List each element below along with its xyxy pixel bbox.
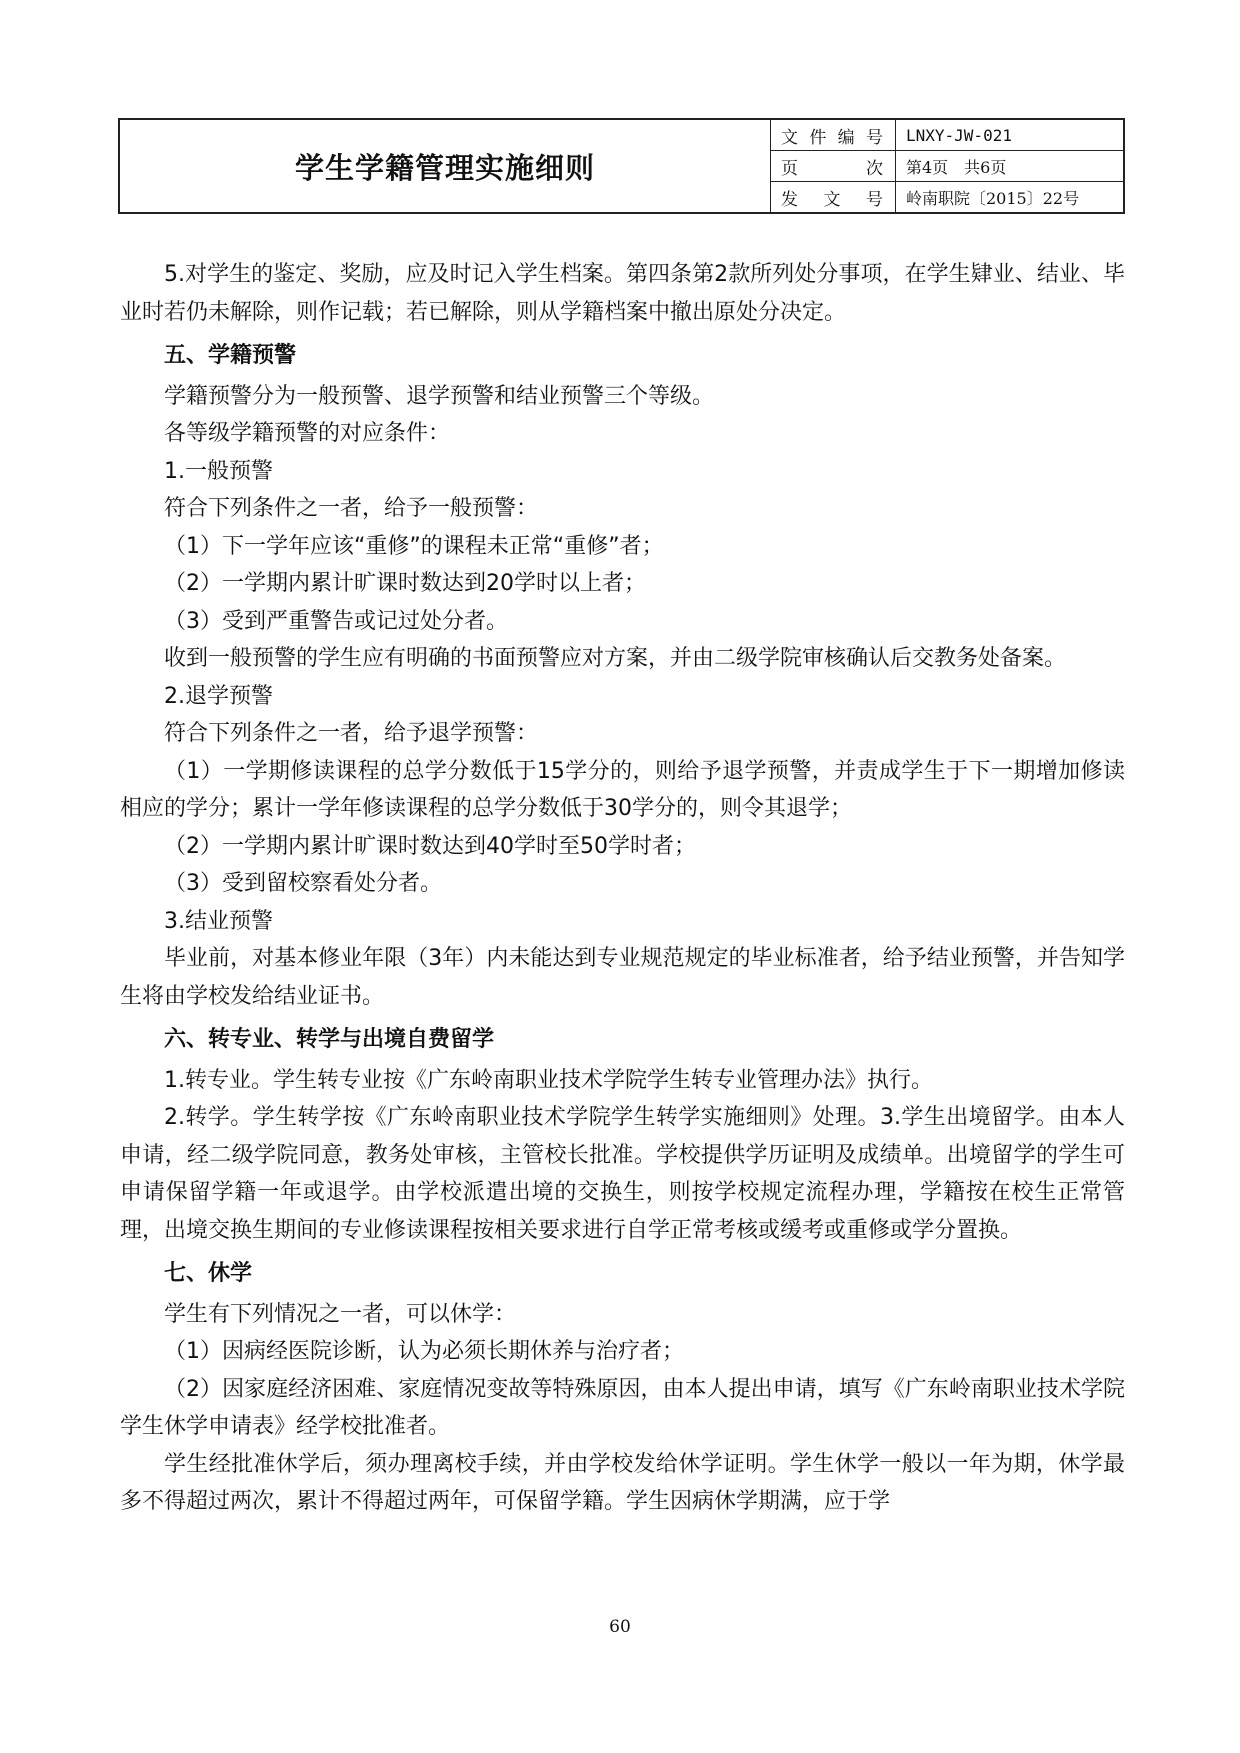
paragraph: 1.一般预警 (164, 458, 273, 484)
paragraph: 符合下列条件之一者，给予退学预警： (164, 721, 539, 746)
paragraph: 学生有下列情况之一者，可以休学： (164, 1301, 517, 1327)
meta-row-file-number (771, 120, 1123, 151)
meta-label-doc-number: 发 文 号 (771, 182, 896, 212)
document-title: 学生学籍管理实施细则 (120, 120, 771, 212)
paragraph: 各等级学籍预警的对应条件： (164, 421, 451, 446)
paragraph: （2）一学期内累计旷课时数达到40学时至50学时者； (164, 833, 696, 859)
page-number: 60 (609, 1617, 631, 1637)
paragraph: 收到一般预警的学生应有明确的书面预警应对方案，并由二级学院审核确认后交教务处备案。 (164, 646, 1067, 671)
meta-row-doc-number (771, 182, 1123, 212)
meta-row-page (771, 151, 1123, 182)
document-body (120, 256, 1125, 1521)
paragraph: （3）受到留校察看处分者。 (164, 871, 442, 896)
section-heading: 七、休学 (164, 1261, 253, 1286)
document-header-table (118, 118, 1125, 214)
meta-value-file-number: LNXY-JW-021 (906, 125, 1012, 145)
paragraph: （2）因家庭经济困难、家庭情况变故等特殊原因，由本人提出申请，填写《广东岭南职业技术学院学生休学申请表》经学校批准者。 (120, 1376, 1125, 1439)
paragraph: 毕业前，对基本修业年限（3年）内未能达到专业规范规定的毕业标准者，给予结业预警，并告知学生将由学校发给结业证书。 (120, 946, 1125, 1009)
paragraph: 2.转学。学生转学按《广东岭南职业技术学院学生转学实施细则》处理。3.学生出境留学。由本人申请，经二级学院同意，教务处审核，主管校长批准。学校提供学历证明及成绩单。出境留学的学生可申请保留学籍一年或退学。由学校派遣出境的交换生，则按学校规定流程办理，学籍按在校生正常管理，出境交换生期间的专业修读课程按相关要求进行自学正常考核或缓考或重修或学分置换。 (120, 1105, 1125, 1243)
paragraph: 符合下列条件之一者，给予一般预警： (164, 496, 539, 521)
paragraph: （1）一学期修读课程的总学分数低于15学分的，则给予退学预警，并责成学生于下一期增加修读相应的学分；累计一学年修读课程的总学分数低于30学分的，则令其退学； (120, 758, 1125, 821)
section-heading: 五、学籍预警 (164, 343, 297, 368)
meta-label-page: 页 次 (771, 151, 896, 181)
meta-value-page: 第4页 共6页 (906, 157, 1007, 177)
meta-label-file-number: 文 件 编 号 (771, 120, 896, 150)
document-meta (771, 120, 1123, 212)
paragraph: 学生经批准休学后，须办理离校手续，并由学校发给休学证明。学生休学一般以一年为期，休学最多不得超过两次，累计不得超过两年，可保留学籍。学生因病休学期满，应于学 (120, 1451, 1125, 1514)
paragraph: 3.结业预警 (164, 908, 273, 934)
paragraph: 学籍预警分为一般预警、退学预警和结业预警三个等级。 (164, 383, 715, 409)
meta-value-doc-number: 岭南职院〔2015〕22号 (906, 188, 1080, 208)
paragraph: （2）一学期内累计旷课时数达到20学时以上者； (164, 571, 646, 596)
paragraph: 1.转专业。学生转专业按《广东岭南职业技术学院学生转专业管理办法》执行。 (164, 1067, 933, 1093)
paragraph: （1）因病经医院诊断，认为必须长期休养与治疗者； (164, 1339, 684, 1364)
paragraph: （3）受到严重警告或记过处分者。 (164, 608, 508, 634)
paragraph: （1）下一学年应该“重修”的课程未正常“重修”者； (164, 533, 664, 559)
section-heading: 六、转专业、转学与出境自费留学 (164, 1027, 495, 1052)
paragraph: 5.对学生的鉴定、奖励，应及时记入学生档案。第四条第2款所列处分事项，在学生肄业、结业、毕业时若仍未解除，则作记载；若已解除，则从学籍档案中撤出原处分决定。 (120, 262, 1125, 325)
paragraph: 2.退学预警 (164, 683, 273, 709)
